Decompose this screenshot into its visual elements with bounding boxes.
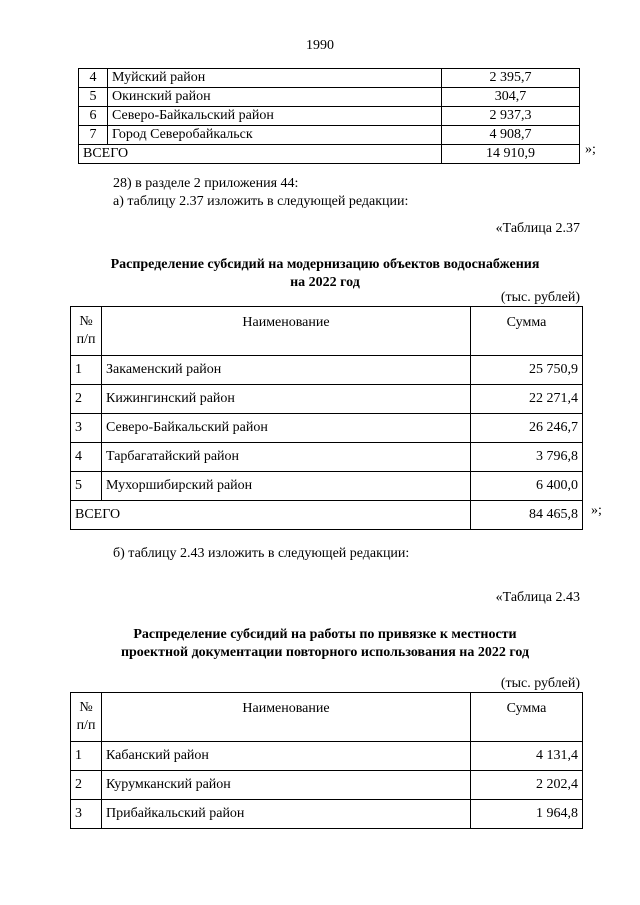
table-title [60,626,590,662]
paragraph-b: б) таблицу 2.43 изложить в следующей редакции: [113,546,410,561]
row-number: 2 [71,771,102,800]
row-sum: 2 202,4 [471,771,583,800]
table-title-line: Распределение субсидий на работы по привязке к местности [133,627,517,642]
row-number: 4 [79,69,108,88]
table-header [71,307,583,356]
units-label: (тыс. рублей) [500,290,580,305]
row-name: Тарбагатайский район [102,443,471,472]
row-sum: 2 937,3 [442,107,580,126]
table-title-line: на 2022 год [290,275,360,290]
header-sum: Сумма [471,307,583,356]
row-sum: 1 964,8 [471,800,583,829]
header-name: Наименование [102,307,471,356]
subsidy-table-243 [70,692,583,829]
table-row [71,385,583,414]
row-sum: 4 131,4 [471,742,583,771]
header-name: Наименование [102,693,471,742]
table-reference: «Таблица 2.43 [495,590,580,605]
subsidy-table-237 [70,306,583,530]
row-name: Кижингинский район [102,385,471,414]
closing-quote: »; [585,142,596,157]
table-row [79,126,580,145]
row-sum: 25 750,9 [471,356,583,385]
row-number: 4 [71,443,102,472]
row-sum: 26 246,7 [471,414,583,443]
table-row [71,356,583,385]
total-label: ВСЕГО [79,145,442,164]
table-row [71,742,583,771]
row-name: Окинский район [108,88,442,107]
row-name: Курумканский район [102,771,471,800]
row-number: 1 [71,356,102,385]
row-number: 5 [79,88,108,107]
total-sum: 14 910,9 [442,145,580,164]
row-sum: 6 400,0 [471,472,583,501]
total-sum: 84 465,8 [471,501,583,530]
table-row [79,69,580,88]
row-number: 1 [71,742,102,771]
row-name: Прибайкальский район [102,800,471,829]
table-row [71,414,583,443]
row-sum: 2 395,7 [442,69,580,88]
table-title-line: Распределение субсидий на модернизацию объектов водоснабжения [110,257,540,272]
row-name: Кабанский район [102,742,471,771]
table-header [71,693,583,742]
row-sum: 304,7 [442,88,580,107]
table-row [71,443,583,472]
table-reference: «Таблица 2.37 [495,221,580,236]
table-title-line: проектной документации повторного использования на 2022 год [120,645,530,660]
paragraph-a: а) таблицу 2.37 изложить в следующей редакции: [113,194,409,209]
header-number: № п/п [71,307,102,356]
row-name: Муйский район [108,69,442,88]
row-name: Город Северобайкальск [108,126,442,145]
paragraph-28: 28) в разделе 2 приложения 44: [113,176,299,191]
table-title [60,256,590,292]
row-number: 3 [71,414,102,443]
table-row [79,107,580,126]
row-name: Закаменский район [102,356,471,385]
row-sum: 4 908,7 [442,126,580,145]
total-row [79,145,580,164]
row-name: Мухоршибирский район [102,472,471,501]
row-number: 6 [79,107,108,126]
row-sum: 22 271,4 [471,385,583,414]
page-number: 1990 [306,38,334,53]
closing-quote: »; [591,503,602,518]
row-number: 7 [79,126,108,145]
row-name: Северо-Байкальский район [102,414,471,443]
row-sum: 3 796,8 [471,443,583,472]
table-row [79,88,580,107]
continuation-table [78,68,580,164]
table-row [71,472,583,501]
header-number: № п/п [71,693,102,742]
row-name: Северо-Байкальский район [108,107,442,126]
table-row [71,771,583,800]
row-number: 2 [71,385,102,414]
total-row [71,501,583,530]
row-number: 3 [71,800,102,829]
table-row [71,800,583,829]
row-number: 5 [71,472,102,501]
total-label: ВСЕГО [71,501,471,530]
header-sum: Сумма [471,693,583,742]
units-label: (тыс. рублей) [500,676,580,691]
